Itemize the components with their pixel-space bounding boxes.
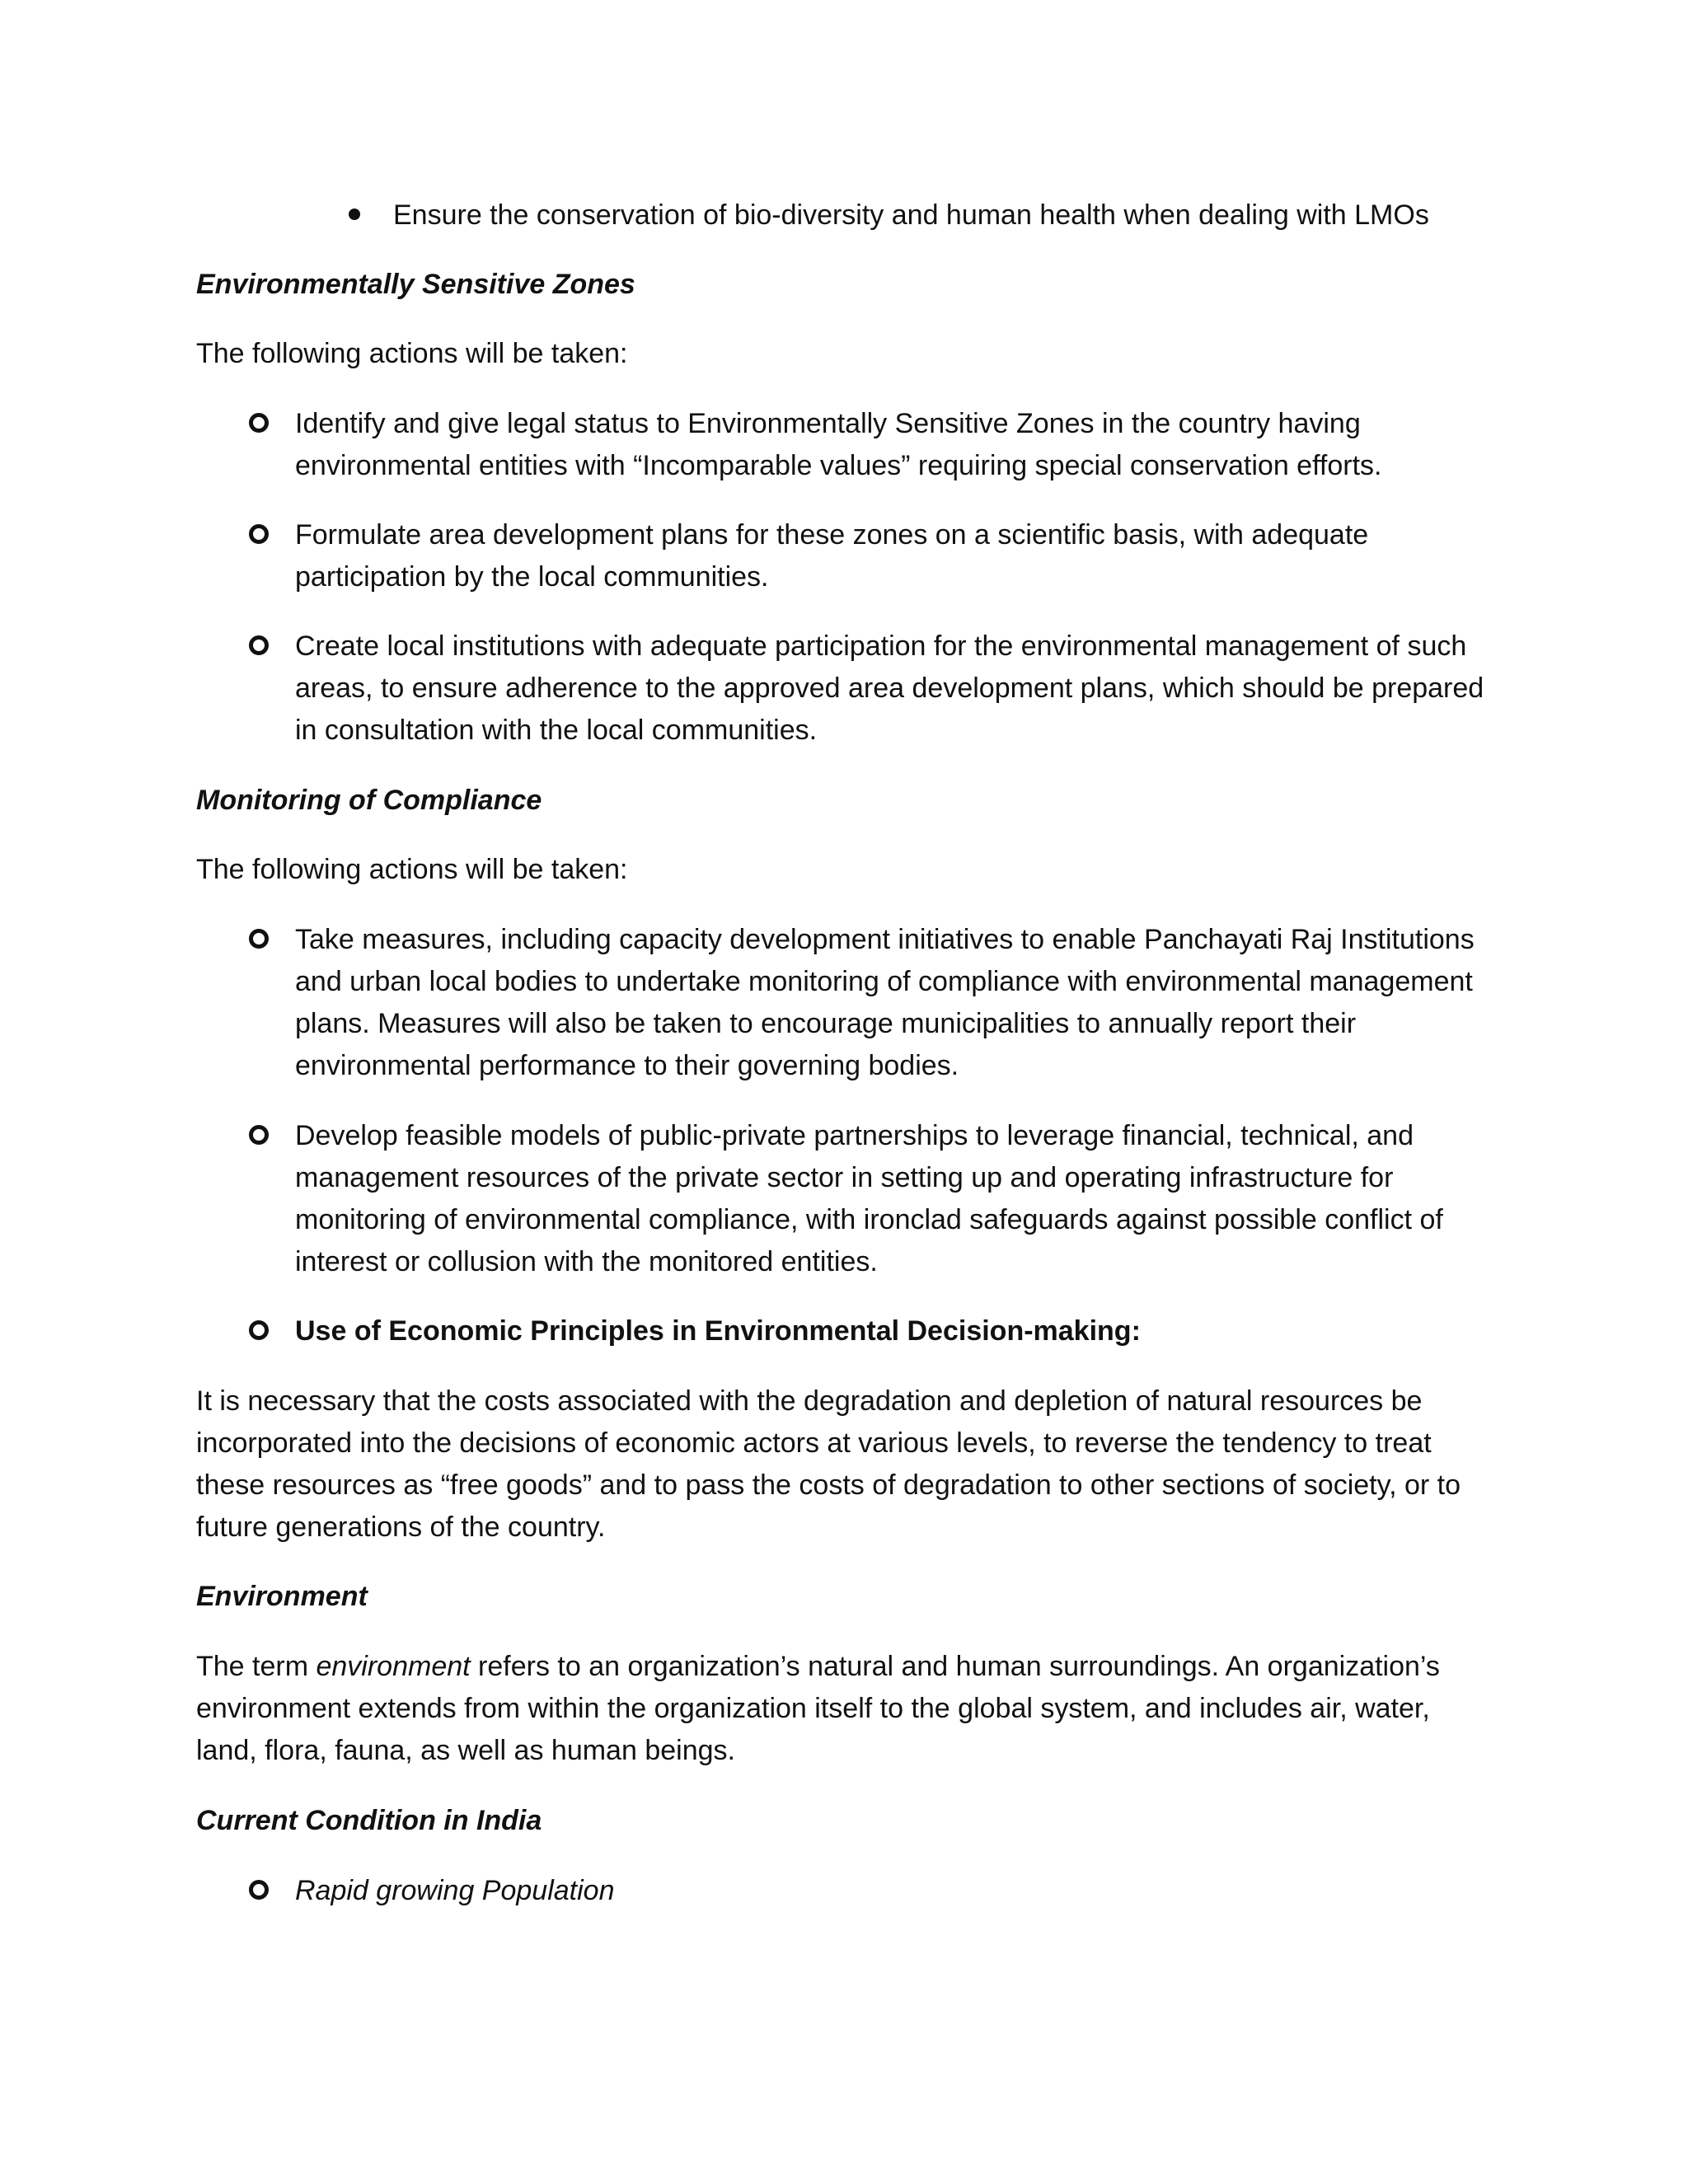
esz-item-3-line-2: areas, to ensure adherence to the approved area development plans, which should be prepared [295,673,1484,704]
ring-bullet-icon [249,635,269,655]
top-bullet-text: Ensure the conservation of bio-diversity and human health when dealing with LMOs [393,199,1429,231]
ring-bullet-icon [249,413,269,433]
environment-term: environment [316,1651,471,1682]
compliance-item-2-line-4: interest or collusion with the monitored entities. [295,1246,878,1277]
economic-para-line-2: incorporated into the decisions of economic actors at various levels, to reverse the tendency to treat [196,1427,1432,1459]
heading-esz: Environmentally Sensitive Zones [196,269,635,300]
compliance-item-1-line-2: and urban local bodies to undertake monitoring of compliance with environmental management [295,966,1473,997]
economic-principles-item: Use of Economic Principles in Environmental Decision-making: [295,1315,1141,1347]
environment-line-1 [196,1646,1440,1688]
compliance-item-1-line-4: environmental performance to their governing bodies. [295,1050,959,1081]
economic-para-line-3: these resources as “free goods” and to pass the costs of degradation to other sections of society, or to [196,1469,1461,1501]
esz-item-3-line-1: Create local institutions with adequate participation for the environmental management of such [295,630,1467,662]
esz-intro: The following actions will be taken: [196,338,628,369]
environment-line-2: environment extends from within the organization itself to the global system, and includes air, water, [196,1693,1430,1724]
bullet-disc-icon [349,209,360,220]
compliance-item-2-line-3: monitoring of environmental compliance, with ironclad safeguards against possible conflict of [295,1204,1443,1235]
economic-para-line-1: It is necessary that the costs associated with the degradation and depletion of natural resources be [196,1385,1423,1417]
ring-bullet-icon [249,1125,269,1145]
environment-line-1-pre: The term [196,1651,316,1682]
compliance-item-1-line-3: plans. Measures will also be taken to encourage municipalities to annually report their [295,1008,1357,1039]
heading-environment: Environment [196,1581,368,1612]
compliance-item-2-line-1: Develop feasible models of public-private partnerships to leverage financial, technical, and [295,1120,1414,1151]
compliance-item-1-line-1: Take measures, including capacity development initiatives to enable Panchayati Raj Institutions [295,924,1475,955]
compliance-item-2-line-2: management resources of the private sector in setting up and operating infrastructure for [295,1162,1394,1193]
esz-item-1-line-1: Identify and give legal status to Environmentally Sensitive Zones in the country having [295,408,1361,439]
compliance-intro: The following actions will be taken: [196,854,628,885]
esz-item-2-line-2: participation by the local communities. [295,561,769,593]
environment-line-3: land, flora, fauna, as well as human beings. [196,1735,735,1766]
ring-bullet-icon [249,524,269,544]
esz-item-1-line-2: environmental entities with “Incomparable values” requiring special conservation efforts. [295,450,1382,481]
esz-item-3-line-3: in consultation with the local communities. [295,715,818,746]
economic-para-line-4: future generations of the country. [196,1511,606,1543]
heading-india: Current Condition in India [196,1805,542,1836]
esz-item-2-line-1: Formulate area development plans for these zones on a scientific basis, with adequate [295,519,1369,551]
environment-line-1-post: refers to an organization’s natural and human surroundings. An organization’s [470,1651,1440,1682]
india-item: Rapid growing Population [295,1875,615,1906]
ring-bullet-icon [249,929,269,949]
ring-bullet-icon [249,1320,269,1340]
heading-compliance: Monitoring of Compliance [196,785,542,816]
ring-bullet-icon [249,1880,269,1900]
